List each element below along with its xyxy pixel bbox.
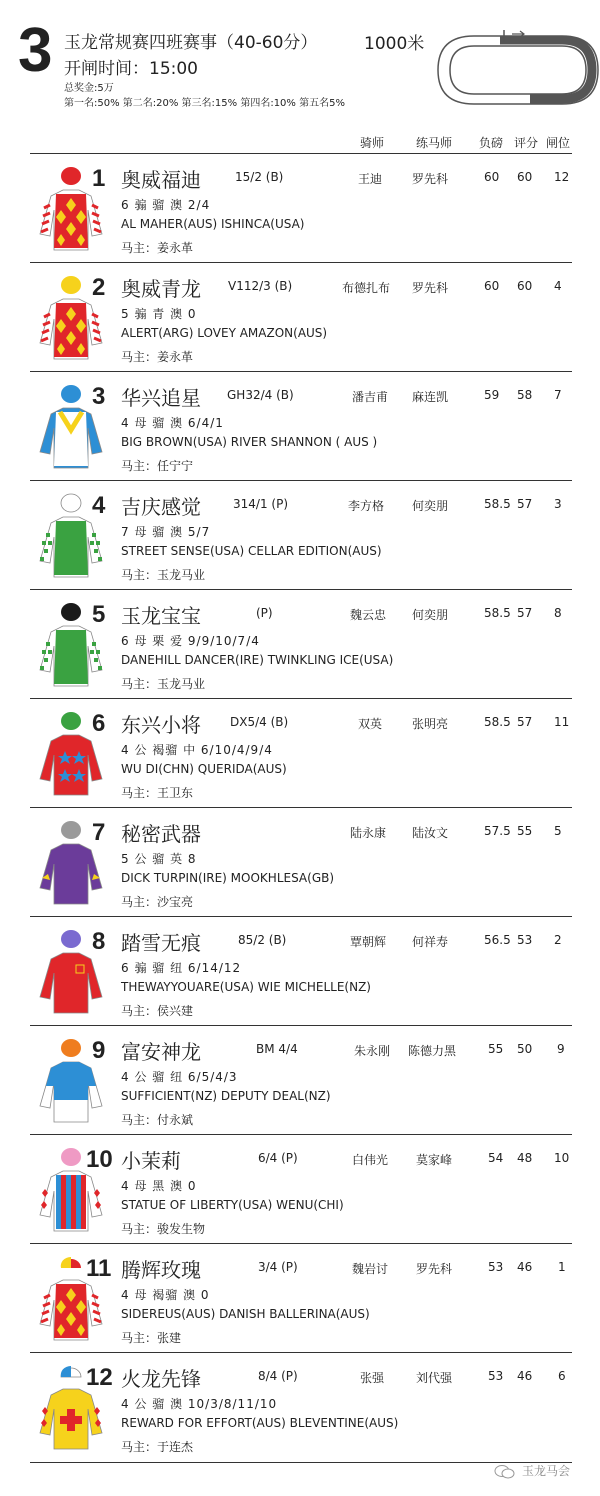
horse-owner: 马主：于连杰 xyxy=(121,1440,194,1454)
score: 60 xyxy=(517,279,533,293)
horse-rating: 314/1 (P) xyxy=(233,497,288,511)
horse-owner: 马主：侯兴建 xyxy=(121,1004,194,1018)
weight: 54 xyxy=(488,1151,504,1165)
horse-rating: (P) xyxy=(256,606,273,620)
horse-pedigree: SIDEREUS(AUS) DANISH BALLERINA(AUS) xyxy=(121,1307,370,1321)
jockey-name: 双英 xyxy=(358,717,383,731)
trainer-name: 何祥寿 xyxy=(412,935,449,949)
col-score: 评分 xyxy=(514,136,539,150)
score: 57 xyxy=(517,606,533,620)
horse-number: 11 xyxy=(86,1255,112,1282)
gate: 4 xyxy=(554,279,562,293)
horse-pedigree: REWARD FOR EFFORT(AUS) BLEVENTINE(AUS) xyxy=(121,1416,399,1430)
horse-owner: 马主：王卫东 xyxy=(121,786,194,800)
gate: 3 xyxy=(554,497,562,511)
jockey-name: 陆永康 xyxy=(350,826,387,840)
horse-number: 12 xyxy=(86,1364,113,1391)
trainer-name: 陆汝文 xyxy=(412,826,449,840)
prize-split: 第一名:50% 第二名:20% 第三名:15% 第四名:10% 第五名5% xyxy=(64,98,345,109)
weight: 58.5 xyxy=(484,606,511,620)
horse-info: 7 母 骝 澳 5/7 xyxy=(121,525,211,539)
race-number: 3 xyxy=(18,16,53,85)
weight: 53 xyxy=(488,1260,504,1274)
col-weight: 负磅 xyxy=(479,136,504,150)
horse-pedigree: STATUE OF LIBERTY(USA) WENU(CHI) xyxy=(121,1198,344,1212)
horse-info: 4 公 骝 澳 10/3/8/11/10 xyxy=(121,1397,278,1411)
wechat-icon xyxy=(494,1464,516,1480)
horse-rating: 6/4 (P) xyxy=(258,1151,298,1165)
trainer-name: 罗先科 xyxy=(412,281,449,295)
gate: 9 xyxy=(557,1042,565,1056)
horse-number: 9 xyxy=(92,1037,106,1064)
weight: 60 xyxy=(484,279,500,293)
horse-name: 秘密武器 xyxy=(121,822,201,846)
score: 57 xyxy=(517,497,533,511)
horse-row xyxy=(30,698,572,806)
race-title: 玉龙常规赛四班赛事（40-60分） xyxy=(64,33,318,53)
horse-row xyxy=(30,916,572,1024)
trainer-name: 张明亮 xyxy=(412,717,449,731)
horse-pedigree: AL MAHER(AUS) ISHINCA(USA) xyxy=(121,217,305,231)
jockey-name: 朱永刚 xyxy=(354,1044,391,1058)
horse-rating: 3/4 (P) xyxy=(258,1260,298,1274)
horse-row xyxy=(30,1025,572,1133)
horse-info: 6 骟 骝 纽 6/14/12 xyxy=(121,961,242,975)
horse-owner: 马主：付永斌 xyxy=(121,1113,194,1127)
trainer-name: 罗先科 xyxy=(412,172,449,186)
horse-row xyxy=(30,807,572,915)
horse-owner: 马主：姜永革 xyxy=(121,350,194,364)
score: 60 xyxy=(517,170,533,184)
horse-row xyxy=(30,589,572,697)
horse-number: 3 xyxy=(92,383,106,410)
horse-pedigree: BIG BROWN(USA) RIVER SHANNON ( AUS ) xyxy=(121,435,378,449)
col-gate: 闸位 xyxy=(546,136,571,150)
horse-row xyxy=(30,480,572,588)
horse-name: 奥威福迪 xyxy=(121,168,201,192)
table-bottom-divider xyxy=(30,1462,572,1463)
weight: 60 xyxy=(484,170,500,184)
trainer-name: 罗先科 xyxy=(416,1262,453,1276)
horse-owner: 马主：任宁宁 xyxy=(121,459,194,473)
horse-rating: V112/3 (B) xyxy=(228,279,293,293)
horse-owner: 马主：沙宝亮 xyxy=(121,895,194,909)
horse-number: 10 xyxy=(86,1146,113,1173)
horse-name: 奥威青龙 xyxy=(121,277,201,301)
col-trainer: 练马师 xyxy=(416,136,453,150)
weight: 59 xyxy=(484,388,500,402)
horse-row xyxy=(30,1134,572,1242)
jockey-name: 魏云忠 xyxy=(350,608,387,622)
score: 46 xyxy=(517,1369,533,1383)
track-diagram-icon xyxy=(430,28,600,112)
jockey-name: 潘吉甫 xyxy=(352,390,389,404)
horse-row xyxy=(30,1243,572,1351)
horse-row xyxy=(30,1352,572,1460)
gate: 6 xyxy=(558,1369,566,1383)
horse-name: 踏雪无痕 xyxy=(121,931,201,955)
weight: 58.5 xyxy=(484,497,511,511)
gate: 7 xyxy=(554,388,562,402)
horse-number: 5 xyxy=(92,601,106,628)
horse-info: 4 母 骝 澳 6/4/1 xyxy=(121,416,224,430)
trainer-name: 莫家峰 xyxy=(416,1153,453,1167)
weight: 53 xyxy=(488,1369,504,1383)
horse-rating: 15/2 (B) xyxy=(235,170,284,184)
horse-pedigree: SUFFICIENT(NZ) DEPUTY DEAL(NZ) xyxy=(121,1089,331,1103)
horse-info: 4 母 黑 澳 0 xyxy=(121,1179,197,1193)
gate: 2 xyxy=(554,933,562,947)
horse-info: 6 母 栗 爱 9/9/10/7/4 xyxy=(121,634,260,648)
horse-row xyxy=(30,262,572,370)
horse-number: 6 xyxy=(92,710,106,737)
horse-owner: 马主：骏发生物 xyxy=(121,1222,206,1236)
gate: 5 xyxy=(554,824,562,838)
horse-number: 2 xyxy=(92,274,106,301)
horse-name: 富安神龙 xyxy=(121,1040,201,1064)
trainer-name: 刘代强 xyxy=(416,1371,453,1385)
jockey-name: 张强 xyxy=(360,1371,385,1385)
score: 53 xyxy=(517,933,533,947)
horse-number: 8 xyxy=(92,928,106,955)
horse-pedigree: WU DI(CHN) QUERIDA(AUS) xyxy=(121,762,287,776)
jockey-name: 布德扎布 xyxy=(342,281,391,295)
horse-rating: GH32/4 (B) xyxy=(227,388,294,402)
jockey-name: 覃朝辉 xyxy=(350,935,387,949)
horse-info: 4 公 骝 纽 6/5/4/3 xyxy=(121,1070,238,1084)
jockey-name: 王迪 xyxy=(358,172,383,186)
horse-number: 7 xyxy=(92,819,106,846)
gate: 8 xyxy=(554,606,562,620)
horse-number: 4 xyxy=(92,492,106,519)
score: 55 xyxy=(517,824,533,838)
horse-rating: 85/2 (B) xyxy=(238,933,287,947)
start-time: 开闸时间：15:00 xyxy=(64,59,198,79)
jockey-name: 魏岩讨 xyxy=(352,1262,389,1276)
jockey-name: 白伟光 xyxy=(352,1153,389,1167)
trainer-name: 何奕朋 xyxy=(412,608,449,622)
weight: 58.5 xyxy=(484,715,511,729)
gate: 11 xyxy=(554,715,570,729)
horse-row xyxy=(30,371,572,479)
horse-row xyxy=(30,153,572,261)
horse-info: 5 骟 青 澳 0 xyxy=(121,307,197,321)
horse-rating: DX5/4 (B) xyxy=(230,715,289,729)
horse-name: 玉龙宝宝 xyxy=(121,604,201,628)
horse-name: 吉庆感觉 xyxy=(121,495,201,519)
horse-info: 4 公 褐骝 中 6/10/4/9/4 xyxy=(121,743,273,757)
horse-owner: 马主：张建 xyxy=(121,1331,182,1345)
horse-info: 5 公 骝 英 8 xyxy=(121,852,197,866)
horse-pedigree: DICK TURPIN(IRE) MOOKHLESA(GB) xyxy=(121,871,335,885)
horse-name: 华兴追星 xyxy=(121,386,201,410)
horse-owner: 马主：玉龙马业 xyxy=(121,568,206,582)
weight: 55 xyxy=(488,1042,504,1056)
col-jockey: 骑师 xyxy=(360,136,385,150)
weight: 56.5 xyxy=(484,933,511,947)
horse-pedigree: THEWAYYOUARE(USA) WIE MICHELLE(NZ) xyxy=(121,980,371,994)
race-distance: 1000米 xyxy=(364,34,425,54)
jockey-name: 李方格 xyxy=(348,499,385,513)
score: 46 xyxy=(517,1260,533,1274)
score: 57 xyxy=(517,715,533,729)
watermark-text: 玉龙马会 xyxy=(522,1464,571,1478)
gate: 10 xyxy=(554,1151,570,1165)
horse-info: 6 骟 骝 澳 2/4 xyxy=(121,198,211,212)
horse-pedigree: DANEHILL DANCER(IRE) TWINKLING ICE(USA) xyxy=(121,653,394,667)
score: 50 xyxy=(517,1042,533,1056)
gate: 12 xyxy=(554,170,570,184)
horse-owner: 马主：玉龙马业 xyxy=(121,677,206,691)
prize-total: 总奖金:5万 xyxy=(64,83,114,94)
horse-number: 1 xyxy=(92,165,106,192)
score: 48 xyxy=(517,1151,533,1165)
gate: 1 xyxy=(558,1260,566,1274)
score: 58 xyxy=(517,388,533,402)
horse-name: 腾辉玫瑰 xyxy=(121,1258,201,1282)
trainer-name: 麻连凯 xyxy=(412,390,449,404)
horse-owner: 马主：姜永革 xyxy=(121,241,194,255)
horse-pedigree: ALERT(ARG) LOVEY AMAZON(AUS) xyxy=(121,326,328,340)
horse-pedigree: STREET SENSE(USA) CELLAR EDITION(AUS) xyxy=(121,544,382,558)
horse-name: 火龙先锋 xyxy=(121,1367,201,1391)
horse-rating: BM 4/4 xyxy=(256,1042,298,1056)
horse-rating: 8/4 (P) xyxy=(258,1369,298,1383)
trainer-name: 何奕朋 xyxy=(412,499,449,513)
horse-name: 东兴小将 xyxy=(121,713,201,737)
weight: 57.5 xyxy=(484,824,511,838)
horse-name: 小茉莉 xyxy=(121,1149,181,1173)
horse-info: 4 母 褐骝 澳 0 xyxy=(121,1288,210,1302)
trainer-name: 陈德力黑 xyxy=(408,1044,457,1058)
